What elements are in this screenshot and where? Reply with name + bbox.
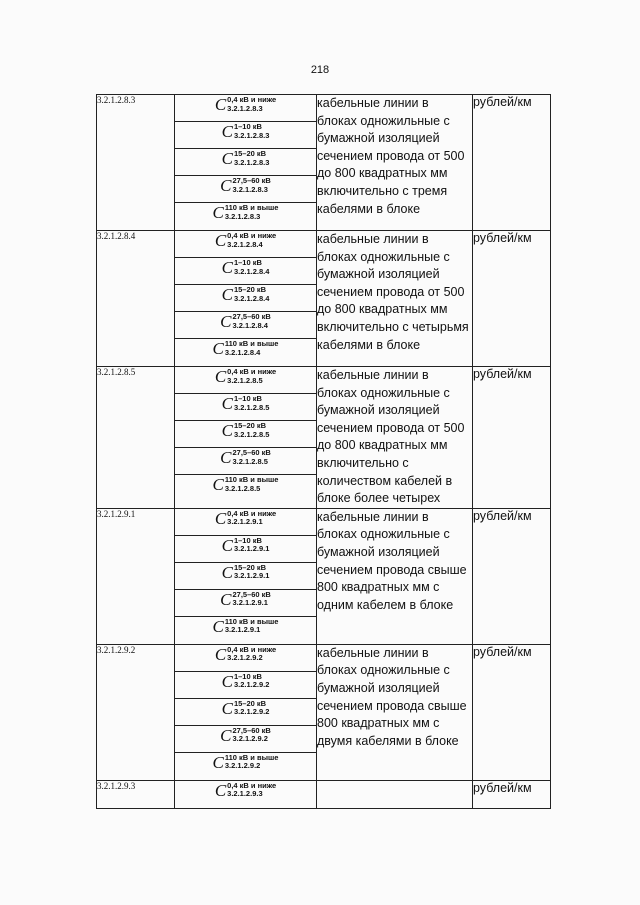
symbol-letter: C: [214, 508, 227, 528]
voltage-symbols-cell: [175, 367, 317, 509]
symbol-letter: C: [221, 149, 233, 168]
item-code: 3.2.1.2.9.3: [97, 780, 175, 808]
symbol-letter: C: [212, 203, 224, 222]
cost-symbol: [215, 646, 276, 663]
rates-table-body: [97, 95, 551, 809]
symbol-letter: C: [214, 780, 227, 800]
symbol-indices: [234, 123, 269, 140]
table-row: [97, 231, 551, 367]
symbol-letter: C: [220, 312, 232, 331]
voltage-symbol: [175, 753, 316, 780]
symbol-indices: [234, 286, 269, 303]
symbol-index: 3.2.1.2.8.4: [232, 320, 268, 330]
voltage-class: 0,4 кВ и ниже: [227, 367, 277, 376]
voltage-symbol: [175, 645, 316, 672]
symbol-index: 3.2.1.2.9.3: [227, 789, 263, 799]
item-code: 3.2.1.2.8.4: [97, 231, 175, 367]
voltage-class: 15–20 кВ: [233, 421, 267, 430]
symbol-index: 3.2.1.2.9.2: [233, 680, 270, 690]
cost-symbol: [222, 673, 270, 690]
voltage-symbol: [175, 726, 316, 753]
voltage-symbol: [175, 149, 316, 176]
item-code: 3.2.1.2.9.1: [97, 508, 175, 644]
voltage-symbol: [175, 672, 316, 699]
voltage-symbol: [175, 176, 316, 203]
symbol-letter: C: [221, 122, 233, 141]
symbol-index: 3.2.1.2.8.3: [232, 184, 268, 194]
symbol-indices: [225, 476, 279, 493]
cost-symbol: [222, 123, 270, 140]
item-unit: рублей/км: [473, 231, 551, 367]
voltage-class: 110 кВ и выше: [224, 475, 279, 484]
symbol-letter: C: [214, 231, 227, 250]
symbol-indices: [227, 96, 276, 113]
symbol-index: 3.2.1.2.8.5: [233, 402, 270, 412]
symbol-letter: C: [221, 562, 233, 582]
symbol-index: 3.2.1.2.8.3: [227, 103, 263, 113]
symbol-index: 3.2.1.2.9.1: [233, 571, 270, 581]
voltage-symbol: [175, 699, 316, 726]
cost-symbol: [215, 368, 276, 385]
symbol-indices: [232, 591, 270, 608]
voltage-symbol: [175, 122, 316, 149]
item-unit: рублей/км: [473, 95, 551, 231]
symbol-indices: [227, 646, 276, 663]
voltage-class: 27,5–60 кВ: [232, 725, 271, 735]
voltage-class: 110 кВ и выше: [224, 752, 279, 762]
voltage-class: 1–10 кВ: [233, 122, 262, 131]
voltage-class: 0,4 кВ и ниже: [227, 644, 277, 654]
voltage-class: 0,4 кВ и ниже: [227, 508, 277, 518]
symbol-letter: C: [221, 394, 233, 413]
symbol-indices: [234, 395, 269, 412]
symbol-letter: C: [212, 752, 224, 772]
item-unit: рублей/км: [473, 780, 551, 808]
symbol-indices: [232, 449, 270, 466]
symbol-indices: [227, 510, 276, 527]
voltage-class: 1–10 кВ: [233, 394, 262, 403]
symbol-indices: [227, 232, 276, 249]
rates-table: [96, 94, 551, 809]
cost-symbol: [220, 177, 271, 194]
cost-symbol: [213, 204, 279, 221]
cost-symbol: [215, 510, 276, 527]
voltage-symbols-cell: [175, 231, 317, 367]
table-row: [97, 95, 551, 231]
symbol-indices: [227, 782, 276, 799]
symbol-letter: C: [214, 644, 227, 664]
item-unit: рублей/км: [473, 367, 551, 509]
table-row: [97, 644, 551, 780]
cost-symbol: [222, 422, 270, 439]
symbol-letter: C: [212, 339, 224, 358]
symbol-letter: C: [214, 367, 227, 386]
voltage-class: 110 кВ и выше: [224, 339, 279, 348]
symbol-index: 3.2.1.2.9.1: [232, 598, 268, 608]
cost-symbol: [222, 150, 270, 167]
voltage-class: 110 кВ и выше: [224, 203, 279, 212]
voltage-symbol: [175, 258, 316, 285]
symbol-index: 3.2.1.2.8.5: [233, 429, 270, 439]
voltage-class: 27,5–60 кВ: [232, 312, 271, 321]
symbol-index: 3.2.1.2.9.1: [224, 625, 261, 635]
symbol-indices: [232, 313, 270, 330]
cost-symbol: [222, 259, 270, 276]
item-description: кабельные линии в блоках одножильные с бумажной изоляцией сечением провода от 500 до 800 квадратных мм включительно с количеством кабелей в блоке более четырех: [317, 367, 473, 509]
voltage-symbol: [175, 536, 316, 563]
item-description: кабельные линии в блоках одножильные с бумажной изоляцией сечением провода свыше 800 квадратных мм с одним кабелем в блоке: [317, 508, 473, 644]
item-unit: рублей/км: [473, 508, 551, 644]
table-row: [97, 508, 551, 644]
symbol-index: 3.2.1.2.8.4: [224, 347, 261, 357]
symbol-index: 3.2.1.2.8.5: [227, 375, 263, 385]
cost-symbol: [213, 476, 279, 493]
cost-symbol: [220, 313, 271, 330]
voltage-symbol: [175, 339, 316, 366]
voltage-symbol: [175, 203, 316, 230]
voltage-symbol: [175, 509, 316, 536]
cost-symbol: [220, 591, 271, 608]
voltage-symbols-cell: [175, 780, 317, 808]
symbol-letter: C: [221, 258, 233, 277]
symbol-indices: [225, 754, 279, 771]
voltage-symbol: [175, 95, 316, 122]
symbol-index: 3.2.1.2.8.3: [224, 211, 261, 221]
symbol-index: 3.2.1.2.8.4: [227, 239, 263, 249]
symbol-indices: [225, 204, 279, 221]
symbol-indices: [227, 368, 276, 385]
table-row: [97, 367, 551, 509]
item-description: кабельные линии в блоках одножильные с бумажной изоляцией сечением провода свыше 800 квадратных мм с двумя кабелями в блоке: [317, 644, 473, 780]
symbol-letter: C: [221, 698, 233, 718]
voltage-symbols-cell: [175, 95, 317, 231]
voltage-class: 0,4 кВ и ниже: [227, 95, 277, 104]
cost-symbol: [220, 449, 271, 466]
symbol-index: 3.2.1.2.8.4: [233, 266, 270, 276]
voltage-class: 15–20 кВ: [233, 285, 267, 294]
voltage-class: 27,5–60 кВ: [232, 176, 271, 185]
symbol-index: 3.2.1.2.9.2: [227, 653, 263, 663]
item-code: 3.2.1.2.8.5: [97, 367, 175, 509]
symbol-letter: C: [221, 421, 233, 440]
voltage-class: 1–10 кВ: [233, 671, 262, 681]
symbol-index: 3.2.1.2.8.3: [233, 157, 270, 167]
symbol-letter: C: [212, 616, 224, 636]
symbol-indices: [232, 177, 270, 194]
voltage-class: 15–20 кВ: [233, 149, 267, 158]
symbol-indices: [234, 150, 269, 167]
symbol-indices: [234, 422, 269, 439]
cost-symbol: [222, 395, 270, 412]
symbol-letter: C: [214, 95, 227, 114]
symbol-indices: [234, 259, 269, 276]
voltage-class: 27,5–60 кВ: [232, 448, 271, 457]
voltage-symbol: [175, 563, 316, 590]
cost-symbol: [222, 700, 270, 717]
symbol-indices: [225, 618, 279, 635]
voltage-symbol: [175, 312, 316, 339]
cost-symbol: [213, 340, 279, 357]
item-code: 3.2.1.2.8.3: [97, 95, 175, 231]
voltage-class: 1–10 кВ: [233, 258, 262, 267]
item-description: [317, 780, 473, 808]
voltage-symbols-cell: [175, 508, 317, 644]
table-row: [97, 780, 551, 808]
voltage-symbol: [175, 285, 316, 312]
cost-symbol: [222, 286, 270, 303]
symbol-letter: C: [220, 725, 232, 745]
voltage-symbol: [175, 781, 316, 808]
voltage-class: 110 кВ и выше: [224, 616, 279, 626]
symbol-index: 3.2.1.2.8.5: [232, 456, 268, 466]
symbol-index: 3.2.1.2.9.2: [232, 734, 268, 744]
symbol-index: 3.2.1.2.9.1: [227, 517, 263, 527]
symbol-letter: C: [212, 475, 224, 494]
cost-symbol: [222, 564, 270, 581]
symbol-index: 3.2.1.2.9.2: [233, 707, 270, 717]
symbol-index: 3.2.1.2.8.4: [233, 293, 270, 303]
voltage-symbol: [175, 367, 316, 394]
cost-symbol: [222, 537, 270, 554]
cost-symbol: [213, 754, 279, 771]
symbol-indices: [234, 673, 269, 690]
cost-symbol: [215, 782, 276, 799]
symbol-indices: [234, 700, 269, 717]
voltage-symbol: [175, 448, 316, 475]
voltage-symbol: [175, 617, 316, 644]
cost-symbol: [213, 618, 279, 635]
symbol-indices: [234, 537, 269, 554]
voltage-class: 15–20 кВ: [233, 562, 267, 572]
symbol-indices: [232, 727, 270, 744]
symbol-index: 3.2.1.2.9.2: [224, 761, 261, 771]
voltage-class: 1–10 кВ: [233, 535, 262, 545]
cost-symbol: [215, 232, 276, 249]
symbol-index: 3.2.1.2.9.1: [233, 544, 270, 554]
voltage-symbol: [175, 421, 316, 448]
symbol-letter: C: [220, 589, 232, 609]
cost-symbol: [220, 727, 271, 744]
item-description: кабельные линии в блоках одножильные с бумажной изоляцией сечением провода от 500 до 800 квадратных мм включительно с четырьмя кабелями в блоке: [317, 231, 473, 367]
voltage-symbol: [175, 475, 316, 502]
symbol-letter: C: [221, 285, 233, 304]
voltage-symbol: [175, 231, 316, 258]
item-code: 3.2.1.2.9.2: [97, 644, 175, 780]
symbol-letter: C: [220, 176, 232, 195]
symbol-letter: C: [220, 448, 232, 467]
symbol-indices: [234, 564, 269, 581]
symbol-letter: C: [221, 671, 233, 691]
voltage-symbol: [175, 394, 316, 421]
voltage-class: 27,5–60 кВ: [232, 589, 271, 599]
voltage-class: 0,4 кВ и ниже: [227, 780, 277, 790]
item-unit: рублей/км: [473, 644, 551, 780]
item-description: кабельные линии в блоках одножильные с бумажной изоляцией сечением провода от 500 до 800 квадратных мм включительно с тремя кабелями в блоке: [317, 95, 473, 231]
voltage-symbols-cell: [175, 644, 317, 780]
symbol-index: 3.2.1.2.8.3: [233, 130, 270, 140]
cost-symbol: [215, 96, 276, 113]
page-number: 218: [310, 64, 330, 76]
voltage-class: 0,4 кВ и ниже: [227, 231, 277, 240]
voltage-class: 15–20 кВ: [233, 698, 267, 708]
symbol-letter: C: [221, 535, 233, 555]
symbol-index: 3.2.1.2.8.5: [224, 483, 261, 493]
voltage-symbol: [175, 590, 316, 617]
symbol-indices: [225, 340, 279, 357]
